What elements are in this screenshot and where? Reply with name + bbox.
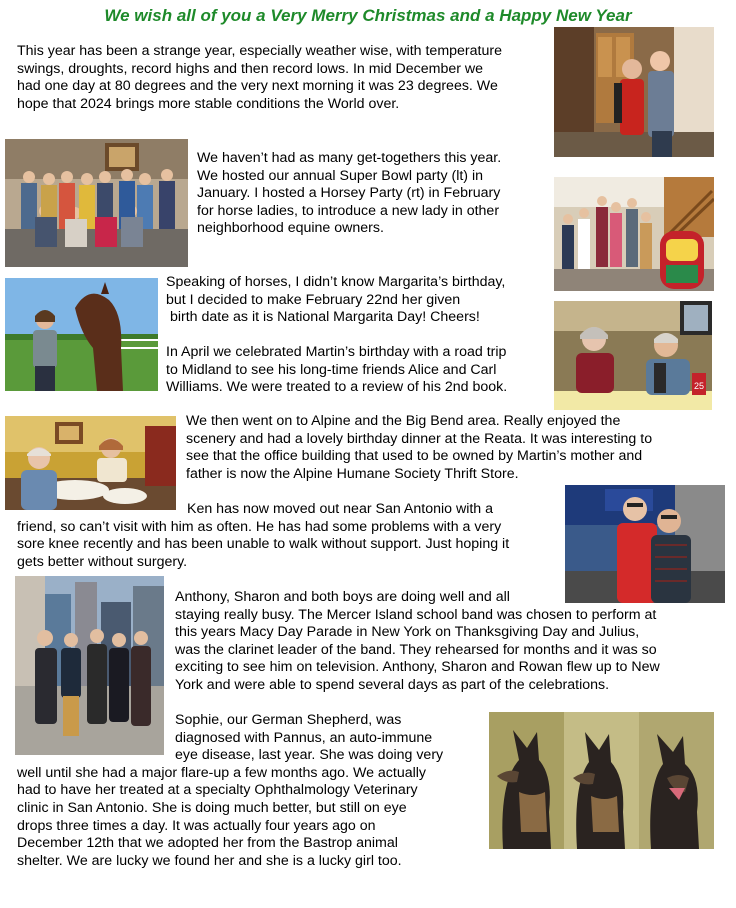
paragraph-horses [166, 274, 505, 327]
photo-ken [565, 485, 725, 603]
text-line: well until she had a major flare-up a few months ago. We actually [17, 764, 427, 781]
text-line: swings, droughts, record highs and then record lows. In mid December we [17, 60, 484, 77]
paragraph-alpine [186, 413, 652, 483]
text-line: to Midland to see his long-time friends Alice and Carl [166, 361, 497, 378]
text-line: drops three times a day. It was actually four years ago on [17, 817, 376, 834]
text-line: December 12th that we adopted her from the Bastrop animal [17, 835, 398, 852]
photo-super-bowl-party [5, 139, 188, 267]
text-line: neighborhood equine owners. [197, 220, 384, 237]
text-line: gets better without surgery. [17, 553, 188, 570]
text-line: We then went on to Alpine and the Big Bend area. Really enjoyed the [186, 413, 621, 429]
page-title: We wish all of you a Very Merry Christmas and a Happy New Year [104, 6, 632, 25]
text-line: York and were able to spend several days as part of the celebrations. [175, 676, 610, 693]
text-line: Sophie, our German Shepherd, was [175, 712, 402, 728]
paragraph-anthony [175, 589, 660, 695]
paragraph-ken [17, 501, 509, 571]
text-line: January. I hosted a Horsey Party (rt) in February [197, 185, 501, 202]
paragraph-gatherings [197, 150, 501, 238]
photo-new-york-family [15, 576, 164, 755]
photo-sophie-dog [489, 712, 714, 849]
text-line: sore knee recently and has been unable to walk without support. Just hoping it [17, 536, 510, 553]
text-line: exciting to see him on television. Anthony, Sharon and Rowan flew up to New [175, 659, 660, 676]
photo-alice-carl [554, 301, 712, 410]
text-line: see that the office building that used to be owned by Martin’s mother and [186, 448, 643, 465]
text-line: hope that 2024 brings more stable conditions the World over. [17, 95, 400, 112]
text-line: This year has been a strange year, especially weather wise, with temperature [17, 43, 502, 59]
text-line: staying really busy. The Mercer Island school band was chosen to perform at [175, 606, 657, 623]
text-line: friend, so can’t visit with him as often. He has had some problems with a very [17, 518, 502, 535]
paragraph-midland [166, 344, 507, 397]
text-line: was the clarinet leader of the band. They rehearsed for months and it was so [175, 641, 657, 658]
text-line: shelter. We are lucky we found her and she is a lucky girl too. [17, 852, 402, 869]
paragraph-weather [17, 43, 502, 113]
sign-number: 25 [693, 381, 705, 391]
text-line: Anthony, Sharon and both boys are doing well and all [175, 589, 510, 605]
text-line: diagnosed with Pannus, an auto-immune [175, 729, 433, 746]
text-line: In April we celebrated Martin’s birthday with a road trip [166, 344, 507, 360]
text-line: eye disease, last year. She was doing very [175, 747, 444, 764]
text-line: this years Macy Day Parade in New York on Thanksgiving Day and Julius, [175, 624, 640, 641]
text-line: Ken has now moved out near San Antonio with a [187, 501, 494, 517]
text-line: had to have her treated at a specialty Ophthalmology Veterinary [17, 782, 418, 799]
text-line: father is now the Alpine Humane Society Thrift Store. [186, 465, 519, 482]
text-line: but I decided to make February 22nd her given [166, 291, 461, 308]
text-line: birth date as it is National Margarita Day! Cheers! [166, 309, 480, 326]
text-line: clinic in San Antonio. She is doing much better, but still on eye [17, 799, 407, 816]
photo-horse-margarita [5, 278, 158, 391]
text-line: had one day at 80 degrees and the very next morning it was 23 degrees. We [17, 78, 498, 95]
text-line: Williams. We were treated to a review of his 2nd book. [166, 379, 508, 396]
text-line: Speaking of horses, I didn’t know Margarita’s birthday, [166, 274, 506, 290]
photo-horsey-party [554, 177, 714, 291]
text-line: for horse ladies, to introduce a new lady in other [197, 202, 500, 219]
text-line: We hosted our annual Super Bowl party (lt) in [197, 167, 484, 184]
photo-couple-home [554, 27, 714, 157]
photo-reata-dinner [5, 416, 176, 510]
text-line: We haven’t had as many get-togethers this year. [197, 150, 502, 166]
text-line: scenery and had a lovely birthday dinner at the Reata. It was interesting to [186, 430, 653, 447]
